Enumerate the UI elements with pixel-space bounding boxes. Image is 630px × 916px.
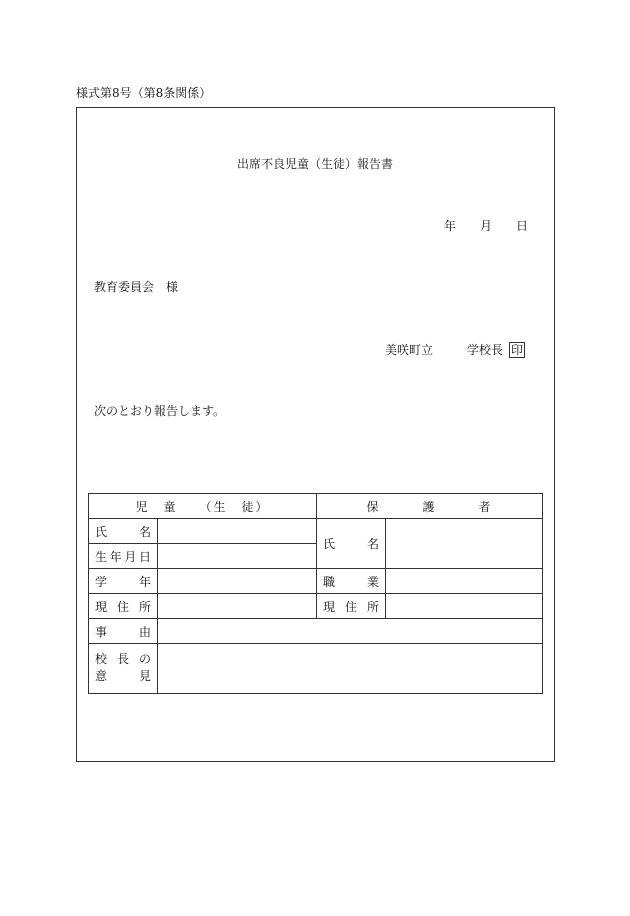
header-child: 児 童 （生 徒） bbox=[89, 494, 317, 519]
sender-town: 美咲町立 bbox=[385, 343, 434, 357]
guardian-occupation-label: 職業 bbox=[317, 569, 386, 594]
reason-label: 事由 bbox=[89, 619, 158, 644]
child-grade-field[interactable] bbox=[158, 569, 317, 594]
guardian-name-field[interactable] bbox=[386, 519, 543, 569]
date-year: 年 bbox=[444, 219, 457, 233]
date-month: 月 bbox=[480, 219, 493, 233]
child-birthdate-field[interactable] bbox=[158, 544, 317, 569]
intro-text: 次のとおり報告します。 bbox=[94, 404, 226, 418]
form-number: 様式第8号（第8条関係） bbox=[76, 86, 212, 100]
report-table bbox=[88, 493, 543, 694]
reason-field[interactable] bbox=[158, 619, 543, 644]
principal-opinion-line2: 意見 bbox=[95, 669, 151, 683]
principal-opinion-field[interactable] bbox=[158, 644, 543, 694]
principal-opinion-label bbox=[89, 644, 158, 694]
guardian-address-field[interactable] bbox=[386, 594, 543, 619]
guardian-name-label: 氏名 bbox=[317, 519, 386, 569]
child-name-label: 氏名 bbox=[89, 519, 158, 544]
seal-mark: 印 bbox=[511, 343, 524, 357]
child-birthdate-label: 生年月日 bbox=[89, 544, 158, 569]
header-guardian: 保 護 者 bbox=[317, 494, 543, 519]
child-address-label: 現住所 bbox=[89, 594, 158, 619]
principal-opinion-line1: 校長の bbox=[95, 652, 151, 666]
addressee: 教育委員会 様 bbox=[94, 280, 179, 294]
child-name-field[interactable] bbox=[158, 519, 317, 544]
document-title: 出席不良児童（生徒）報告書 bbox=[236, 157, 393, 171]
sender-principal bbox=[467, 341, 525, 358]
guardian-address-label: 現住所 bbox=[317, 594, 386, 619]
child-address-field[interactable] bbox=[158, 594, 317, 619]
child-grade-label: 学年 bbox=[89, 569, 158, 594]
date-day: 日 bbox=[516, 219, 529, 233]
guardian-occupation-field[interactable] bbox=[386, 569, 543, 594]
principal-label: 学校長 bbox=[467, 343, 504, 357]
